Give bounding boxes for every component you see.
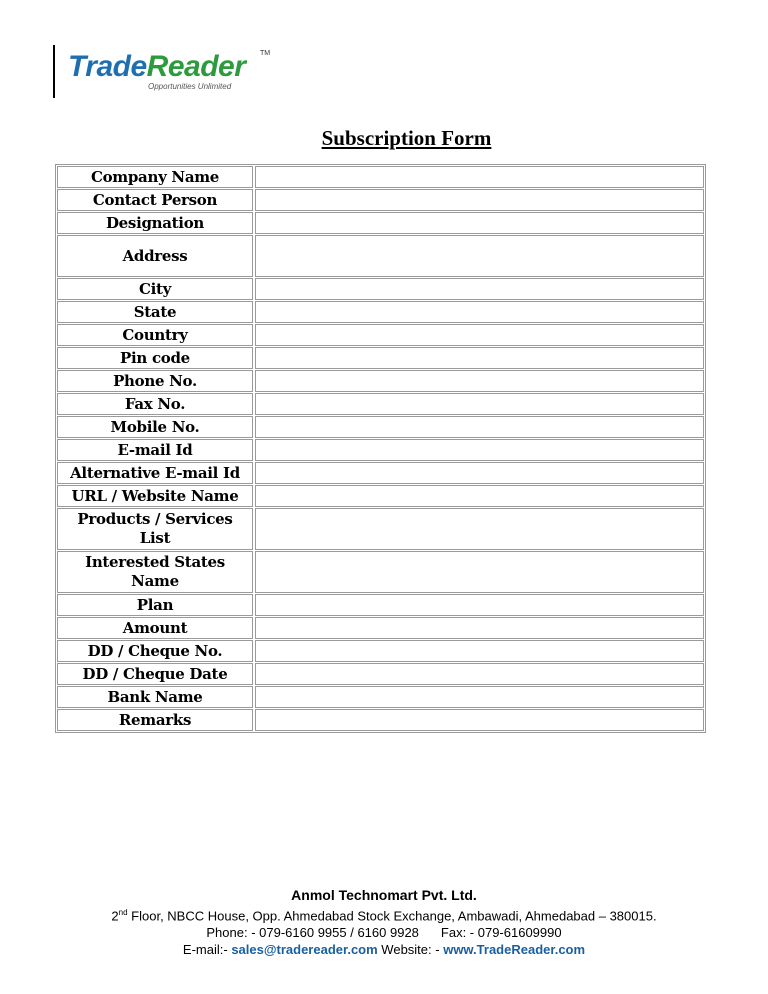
field-label: Country bbox=[57, 324, 253, 346]
website-field[interactable] bbox=[255, 485, 704, 507]
form-row bbox=[57, 617, 704, 639]
fax-field[interactable] bbox=[255, 393, 704, 415]
form-row bbox=[57, 416, 704, 438]
field-label: Remarks bbox=[57, 709, 253, 731]
field-label: Amount bbox=[57, 617, 253, 639]
footer-website-label: Website: - bbox=[377, 942, 444, 958]
dd-cheque-no-field[interactable] bbox=[255, 640, 704, 662]
form-row bbox=[57, 212, 704, 234]
products-services-field[interactable] bbox=[255, 508, 704, 550]
amount-field[interactable] bbox=[255, 617, 704, 639]
field-label: Pin code bbox=[57, 347, 253, 369]
phone-field[interactable] bbox=[255, 370, 704, 392]
field-label: Fax No. bbox=[57, 393, 253, 415]
field-label: DD / Cheque No. bbox=[57, 640, 253, 662]
field-label: Contact Person bbox=[57, 189, 253, 211]
form-row bbox=[57, 462, 704, 484]
page-footer bbox=[0, 887, 768, 958]
field-label: Products / Services List bbox=[57, 508, 253, 550]
field-label: Company Name bbox=[57, 166, 253, 188]
footer-online bbox=[0, 941, 768, 958]
field-label: Address bbox=[57, 235, 253, 277]
designation-field[interactable] bbox=[255, 212, 704, 234]
form-row bbox=[57, 324, 704, 346]
footer-website-link[interactable]: www.TradeReader.com bbox=[443, 942, 586, 958]
contact-person-field[interactable] bbox=[255, 189, 704, 211]
field-label: State bbox=[57, 301, 253, 323]
form-row bbox=[57, 189, 704, 211]
margin-line bbox=[53, 45, 55, 98]
form-title: Subscription Form bbox=[321, 126, 492, 150]
company-name-field[interactable] bbox=[255, 166, 704, 188]
form-row bbox=[57, 594, 704, 616]
form-row bbox=[57, 393, 704, 415]
field-label: Interested States Name bbox=[57, 551, 253, 593]
form-row bbox=[57, 235, 704, 277]
remarks-field[interactable] bbox=[255, 709, 704, 731]
form-row bbox=[57, 709, 704, 731]
form-row bbox=[57, 551, 704, 593]
form-row bbox=[57, 508, 704, 550]
footer-phone: Phone: - 079-6160 9955 / 6160 9928 bbox=[206, 925, 419, 941]
field-label: City bbox=[57, 278, 253, 300]
form-title-wrap bbox=[0, 126, 768, 151]
country-field[interactable] bbox=[255, 324, 704, 346]
form-row bbox=[57, 166, 704, 188]
logo-reader-text: Reader bbox=[146, 50, 246, 83]
field-label: Alternative E-mail Id bbox=[57, 462, 253, 484]
form-row bbox=[57, 663, 704, 685]
footer-floor-number: 2 bbox=[111, 908, 119, 924]
field-label: E-mail Id bbox=[57, 439, 253, 461]
form-row bbox=[57, 301, 704, 323]
tradereader-logo bbox=[68, 48, 278, 98]
field-label: Phone No. bbox=[57, 370, 253, 392]
form-row bbox=[57, 439, 704, 461]
footer-floor-suffix: nd bbox=[118, 908, 128, 917]
form-row bbox=[57, 686, 704, 708]
mobile-field[interactable] bbox=[255, 416, 704, 438]
footer-email-link[interactable]: sales@tradereader.com bbox=[231, 942, 378, 958]
field-label: Mobile No. bbox=[57, 416, 253, 438]
form-row bbox=[57, 278, 704, 300]
form-row bbox=[57, 370, 704, 392]
state-field[interactable] bbox=[255, 301, 704, 323]
field-label: Bank Name bbox=[57, 686, 253, 708]
bank-name-field[interactable] bbox=[255, 686, 704, 708]
email-field[interactable] bbox=[255, 439, 704, 461]
footer-fax: Fax: - 079-61609990 bbox=[440, 925, 562, 941]
footer-address-text: Floor, NBCC House, Opp. Ahmedabad Stock Exchange, Ambawadi, Ahmedabad – 380015. bbox=[127, 908, 657, 924]
dd-cheque-date-field[interactable] bbox=[255, 663, 704, 685]
footer-address bbox=[0, 904, 768, 924]
logo-trademark: TM bbox=[260, 50, 271, 57]
alternative-email-field[interactable] bbox=[255, 462, 704, 484]
pin-code-field[interactable] bbox=[255, 347, 704, 369]
address-field[interactable] bbox=[255, 235, 704, 277]
field-label: Designation bbox=[57, 212, 253, 234]
footer-company-name: Anmol Technomart Pvt. Ltd. bbox=[291, 887, 477, 903]
city-field[interactable] bbox=[255, 278, 704, 300]
logo-tagline: Opportunities Unlimited bbox=[148, 82, 232, 91]
logo-trade-text: Trade bbox=[68, 50, 147, 83]
field-label: DD / Cheque Date bbox=[57, 663, 253, 685]
subscription-form-table bbox=[55, 164, 706, 733]
footer-contact-numbers bbox=[0, 924, 768, 941]
field-label: URL / Website Name bbox=[57, 485, 253, 507]
footer-email-label: E-mail:- bbox=[182, 942, 232, 958]
field-label: Plan bbox=[57, 594, 253, 616]
form-row bbox=[57, 347, 704, 369]
form-row bbox=[57, 485, 704, 507]
form-row bbox=[57, 640, 704, 662]
interested-states-field[interactable] bbox=[255, 551, 704, 593]
plan-field[interactable] bbox=[255, 594, 704, 616]
